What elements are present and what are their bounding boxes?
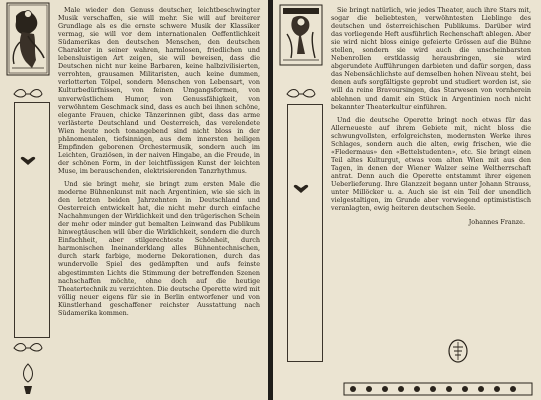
leaf-ornament-right-top-icon	[283, 86, 323, 100]
emblem-icon	[447, 338, 469, 364]
right-page	[273, 0, 541, 400]
dancers-illustration	[6, 2, 50, 76]
vase-ornament-icon	[18, 362, 38, 396]
signature: Johannes Franze.	[468, 218, 525, 227]
left-paragraph-1: Male wieder den Genuss deutscher, leichtbeschwingter Musik verschaffen, sie will mehr. Sie will auf breiterer Grundlage als es die ernste schwere Musik der Klassiker vermag, sie will vor dem internationalen Oeffentlichkeit Südamerikas den deutschen Menschen, den deutschen Charakter in seiner wahren, harmlosen, friedlichen und lebensluistigen Art zeigen, sie will beweisen, dass die Deutschen nicht nur keine Barbaren, keine halbzivilisierten, verrohten, grausamen Militaristen, auch keine dummen, verlotterten Tölpel, sondern Menschen von Lebensart, von Kulturbedürfnissen, von feinen Umgangsformen, von unverwüstlichem Humor, von Genussfähigkeit, von verwöhntem Geschmack sind, dass es auch bei ihnen schöne, elegante Frauen, chicke Tänzerinnen gibt, dass das arme verlästerte Deutschland und Oesterreich, das verelendete Wien heute noch tonangebend sind nicht bloss in der phänomenalen, tiefsinnigen, aus dem innersten heiligen Empfinden geborenen Orchestermusik, sondern auch im Leichten, Graziösen, in der naiven Hingabe, an die Freude, in der schönen Form, in der leichtfüssigen Kunst der leichten Muse, im berauschenden, elektrisierenden Tanzrhythmus.	[58, 6, 260, 175]
heart-ornament-right-icon	[291, 184, 311, 194]
left-border-ornament	[6, 0, 36, 400]
left-page-text	[58, 6, 260, 317]
heart-ornament-icon	[18, 156, 38, 166]
left-paragraph-2: Und sie bringt mehr, sie bringt zum ersten Male die moderne Bühnenkunst mit nach Argentinien, wie sie sich in den letzten beiden Jahrzehnten in Deutschland und Oesterreich entwickelt hat, die nicht mehr durch einfache Nachahmungen der Wirklichkeit und den trügerischen Schein der mehr oder minder gut bemalten Leinwand das Publikum hinwegtäuschen will über die Wirklichkeit, sondern die durch Einfachheit, aber stilgerechteste Schönheit, durch harmonischen Ineinanderklang alles Bühnentechnischen, durch stark farbige, moderne Dekorationen, durch das wundervolle Spiel des gedämpften und aufs feinste abgestimmten Lichts die Stimmung der betreffenden Szenen nachschaffen möchte, ohne doch auf die heutige Theatertechnik zu verzichten. Die deutsche Operette wird mit völlig neuer eigens für sie in Berlin entworfener und von Künstlerhand geschaffener reichster Ausstattung nach Südamerika kommen.	[58, 179, 260, 317]
floral-band-ornament	[343, 382, 533, 396]
leaf-ornament-bottom-icon	[10, 340, 50, 354]
right-paragraph-1: Sie bringt natürlich, wie jedes Theater, auch ihre Stars mit, sogar die beliebtesten, verwöhntesten Lieblinge des deutschen und österreichischen Publikums. Darüber wird das vorliegende Heft ausführlich Rechenschaft ablegen. Aber sie wird nicht bloss einige gefeierte Grössen auf die Bühne stellen, sondern sie wird auch die unscheinbarsten Nebenrollen erstklassig herausbringen, sie wird abgerundete Aufführungen darbieten und dafür sorgen, dass das Nebensächlichste auf demselben hohen Niveau steht, bei denen aufs sorgfältigste geprobt und studiert worden ist, sie will da reine Bravoursingen, das Starwesen von vornherein ablehnen und damit ein Stück in Argentinien noch nicht bekannter Theaterkultur einführen.	[331, 6, 531, 111]
right-border-frame	[287, 104, 323, 362]
right-border-ornament	[279, 0, 309, 400]
right-paragraph-2: Und die deutsche Operette bringt noch etwas für das Allerneueste auf ihrem Gebiete mit, nicht bloss die schwungvollsten, erfolgreichsten, modernsten Werke ihres Schlages, sondern auch die alten, ewig frischen, wie die «Fledermaus» den «Bettelstudenten», etc. Sie bringt einen Teil altes Kulturgut, etwas vom alten Wien mit aus den Tagen, in denen der Wiener Walzer seine Weltherrschaft antrat. Denn auch die Operette entstammt ihrer eigenen Ueberlieferung. Ihre Glanzzeit begann unter Johann Strauss, unter Millöcker u. a. Auch sie ist ein Teil der unendlich vielgestaltigen, im Grunde aber vorwiegend optimististisch veranlagten, ewig heiteren deutschen Seele.	[331, 115, 531, 213]
figure-illustration	[279, 4, 323, 66]
right-page-text	[331, 6, 531, 226]
left-border-frame	[14, 102, 50, 338]
left-page	[0, 0, 268, 400]
leaf-ornament-top-icon	[10, 86, 50, 100]
